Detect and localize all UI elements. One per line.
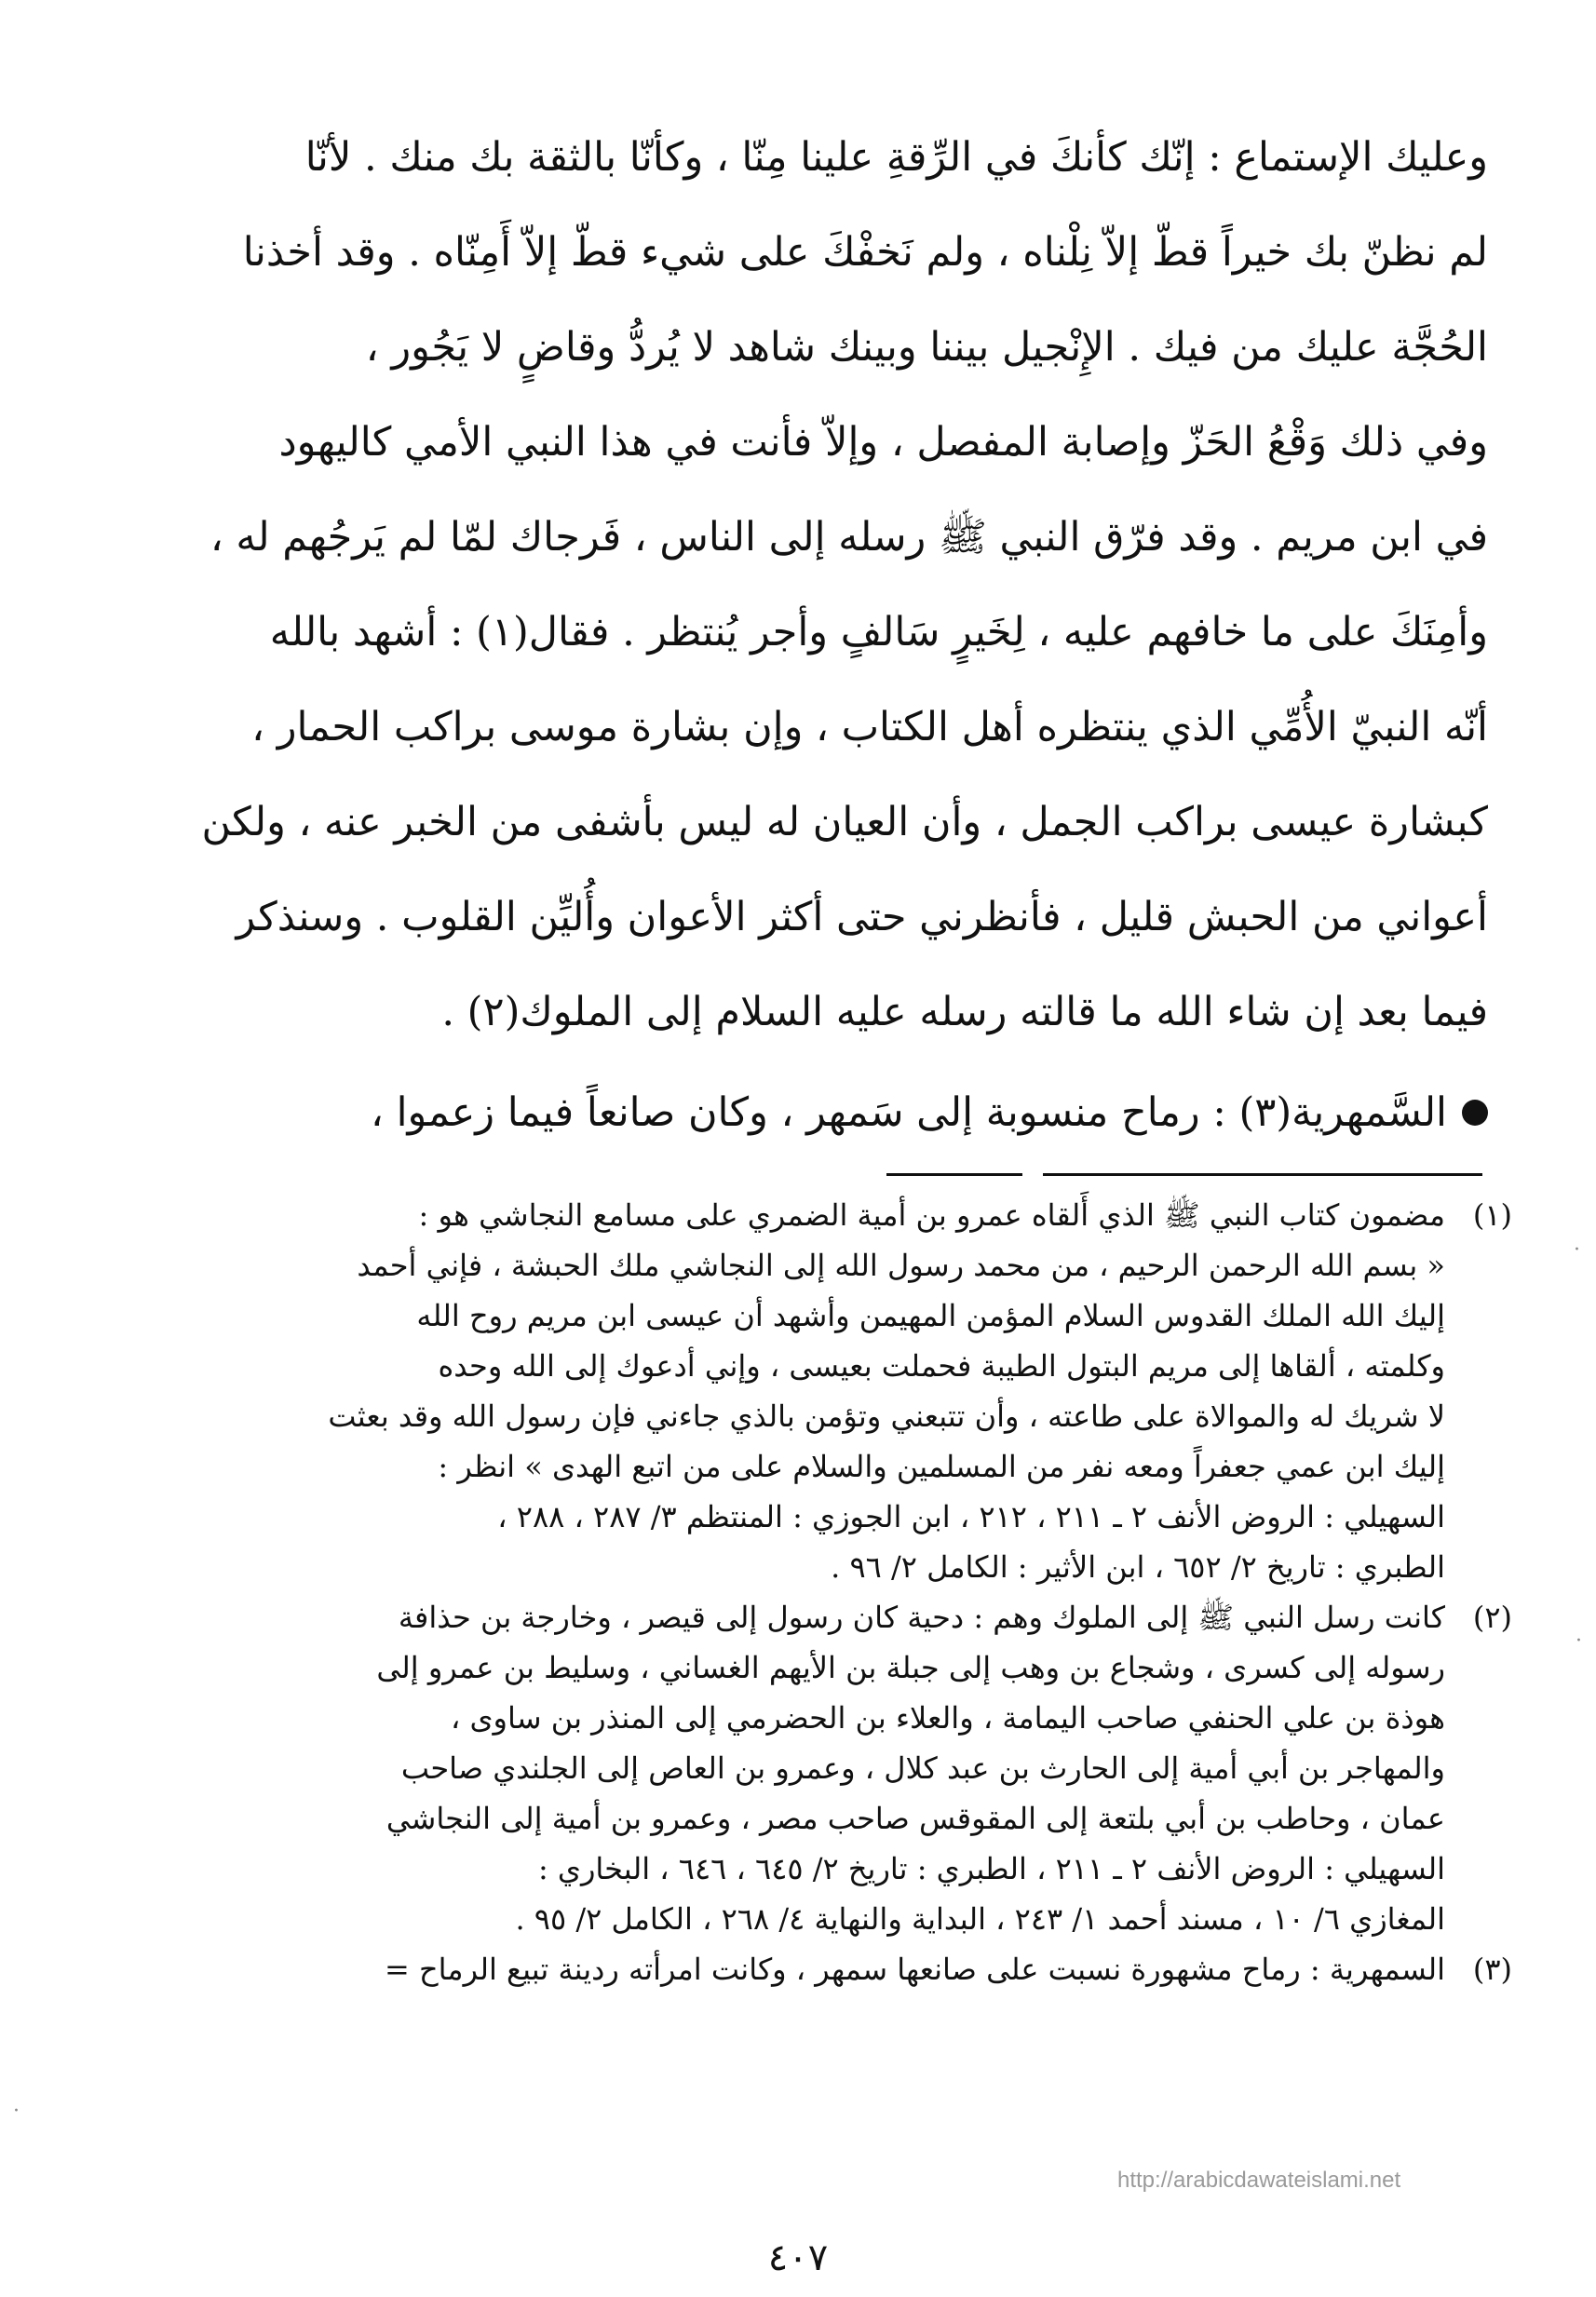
footnote-number: (٢) (1472, 1600, 1512, 1635)
footnote-body (86, 1944, 1445, 1994)
footnote-body (86, 1592, 1445, 1944)
footnotes (86, 1190, 1512, 1994)
footnote-number: (١) (1472, 1197, 1512, 1233)
main-text (110, 110, 1488, 1160)
page-number: ٤٠٧ (767, 2236, 829, 2279)
footnote-1 (86, 1190, 1512, 1592)
footnote-line: لا شريك له والموالاة على طاعته ، وأن تتبعني وتؤمن بالذي جاءني فإن رسول الله وقد بعثت (328, 1398, 1445, 1434)
main-text-line: الحُجَّة عليك من فيك . الإِنْجيل بيننا وبينك شاهد لا يُردُّ وقاضٍ لا يَجُور ، (365, 324, 1488, 371)
footnote-line: هوذة بن علي الحنفي صاحب اليمامة ، والعلاء بن الحضرمي إلى المنذر بن ساوى ، (450, 1700, 1445, 1736)
watermark-url: http://arabicdawateislami.net (1117, 2168, 1401, 2193)
footnote-line: « بسم الله الرحمن الرحيم ، من محمد رسول الله إلى النجاشي ملك الحبشة ، فإني أحمد (357, 1248, 1445, 1283)
footnote-line: والمهاجر بن أبي أمية إلى الحارث بن عبد كلال ، وعمرو بن العاص إلى الجلندي صاحب (400, 1750, 1445, 1786)
footnote-line: السهيلي : الروض الأنف ٢ ـ ٢١١ ، الطبري : تاريخ ٢/ ٦٤٥ ، ٦٤٦ ، البخاري : (537, 1851, 1445, 1886)
footnote-line: مضمون كتاب النبي ﷺ الذي أَلقاه عمرو بن أمية الضمري على مسامع النجاشي هو : (418, 1197, 1445, 1233)
main-text-line: وعليك الإستماع : إنّك كأنكَ في الرِّقةِ علينا مِنّا ، وكأنّا بالثقة بك منك . لأنّا (304, 134, 1488, 181)
main-text-line: أنّه النبيّ الأُمِّي الذي ينتظره أهل الكتاب ، وإن بشارة موسى براكب الحمار ، (251, 704, 1488, 750)
footnote-line: عمان ، وحاطب بن أبي بلتعة إلى المقوقس صاحب مصر ، وعمرو بن أمية إلى النجاشي (385, 1801, 1445, 1836)
main-text-line: فيما بعد إن شاء الله ما قالته رسله عليه السلام إلى الملوك(٢) . (441, 989, 1488, 1035)
footnote-line: وكلمته ، ألقاها إلى مريم البتول الطيبة فحملت بعيسى ، وإني أدعوك إلى الله وحده (438, 1348, 1445, 1384)
main-text-line: أعواني من الحبش قليل ، فأنظرني حتى أكثر الأعوان وأُليِّن القلوب . وسنذكر (236, 894, 1488, 940)
main-text-line: لم نظنّ بك خيراً قطّ إلاّ نِلْناه ، ولم نَخفْكَ على شيء قطّ إلاّ أَمِنّاه . وقد أخذنا (242, 229, 1488, 276)
footnote-body (86, 1190, 1445, 1592)
entry-heading (110, 1065, 1488, 1160)
main-text-line: كبشارة عيسى براكب الجمل ، وأن العيان له ليس بأشفى من الخبر عنه ، ولكن (201, 799, 1488, 845)
footnote-divider (886, 1173, 1482, 1176)
footnote-3 (86, 1944, 1512, 1994)
footnote-line: السهيلي : الروض الأنف ٢ ـ ٢١١ ، ٢١٢ ، ابن الجوزي : المنتظم ٣/ ٢٨٧ ، ٢٨٨ ، (497, 1499, 1445, 1534)
footnote-line: إليك الله الملك القدوس السلام المؤمن المهيمن وأشهد أن عيسى ابن مريم روح الله (416, 1298, 1445, 1333)
footnote-number: (٣) (1472, 1952, 1512, 1987)
footnote-2 (86, 1592, 1512, 1944)
bullet-icon (1462, 1100, 1488, 1126)
scan-speck: · (1576, 1629, 1582, 1653)
footnote-line: الطبري : تاريخ ٢/ ٦٥٢ ، ابن الأثير : الكامل ٢/ ٩٦ . (831, 1549, 1445, 1585)
scan-speck: · (13, 2100, 20, 2123)
footnote-line: كانت رسل النبي ﷺ إلى الملوك وهم : دحية كان رسول إلى قيصر ، وخارجة بن حذافة (398, 1600, 1445, 1635)
main-text-line: وأمِنَكَ على ما خافهم عليه ، لِخَيرٍ سَالفٍ وأجر يُنتظر . فقال(١) : أشهد بالله (269, 609, 1488, 655)
main-text-line: وفي ذلك وَقْعُ الحَزّ وإصابة المفصل ، وإلاّ فأنت في هذا النبي الأمي كاليهود (278, 419, 1488, 466)
main-text-line: في ابن مريم . وقد فرّق النبي ﷺ رسله إلى الناس ، فَرجاك لمّا لم يَرجُهم له ، (210, 514, 1488, 561)
footnote-line: المغازي ٦/ ١٠ ، مسند أحمد ١/ ٢٤٣ ، البداية والنهاية ٤/ ٢٦٨ ، الكامل ٢/ ٩٥ . (515, 1901, 1445, 1937)
footnote-line: إليك ابن عمي جعفراً ومعه نفر من المسلمين والسلام على من اتبع الهدى » انظر : (438, 1449, 1445, 1484)
entry-text: السَّمهرية(٣) : رماح منسوبة إلى سَمهر ، وكان صانعاً فيما زعموا ، (371, 1089, 1447, 1136)
scan-speck: · (1574, 1238, 1580, 1262)
footnote-line: رسوله إلى كسرى ، وشجاع بن وهب إلى جبلة بن الأيهم الغساني ، وسليط بن عمرو إلى (376, 1650, 1445, 1685)
footnote-line: السمهرية : رماح مشهورة نسبت على صانعها سمهر ، وكانت امرأته ردينة تبيع الرماح = (385, 1952, 1445, 1987)
